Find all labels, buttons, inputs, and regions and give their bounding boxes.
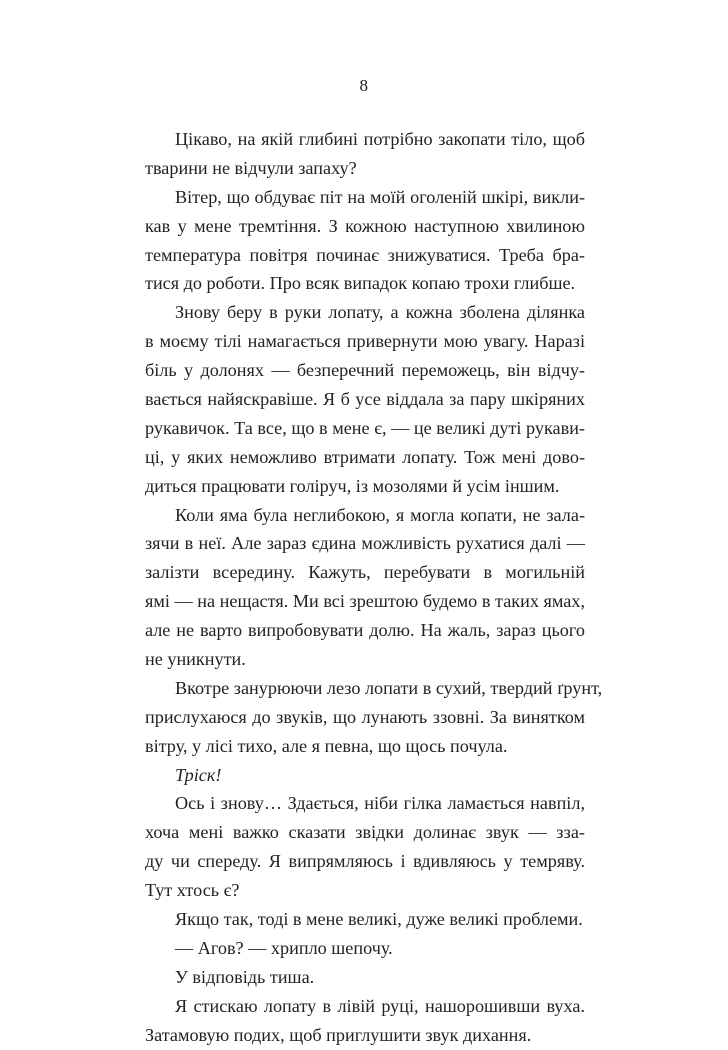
text-line: кав у мене тремтіння. З кожною наступною хвилиною [145, 215, 585, 236]
text-line: температура повітря починає знижуватися. Треба бра- [145, 244, 585, 265]
text-line: диться працювати голіруч, із мозолями й усім іншим. [145, 475, 560, 496]
text-line: залізти всередину. Кажуть, перебувати в могильній [145, 562, 585, 583]
text-line: Ось і знову… Здається, ніби гілка ламається навпіл, [175, 793, 585, 814]
text-line: тварини не відчули запаху? [145, 157, 357, 178]
text-line: ду чи спереду. Я випрямляюсь і вдивляюсь у темряву. [145, 851, 585, 872]
text-line: зячи в неї. Але зараз єдина можливість рухатися далі — [145, 533, 585, 554]
body-text [145, 125, 603, 1050]
text-line: Тут хтось є? [145, 880, 240, 901]
text-line: Коли яма була неглибокою, я могла копати, не зала- [175, 504, 585, 525]
text-line: вається найяскравіше. Я б усе віддала за пару шкіряних [145, 389, 585, 410]
text-line: в моєму тілі намагається привернути мою увагу. Наразі [145, 331, 585, 352]
text-line: — Агов? — хрипло шепочу. [175, 937, 393, 958]
text-line: Я стискаю лопату в лівій руці, нашорошивши вуха. [175, 995, 585, 1016]
text-line: У відповідь тиша. [175, 966, 315, 987]
text-line: біль у долонях — безперечний переможець, він відчу- [145, 360, 585, 381]
page-number: 8 [359, 76, 369, 95]
text-line: Вкотре занурюючи лезо лопати в сухий, твердий ґрунт, [175, 677, 603, 698]
text-line: рукавичок. Та все, що в мене є, — це великі дуті рукави- [145, 417, 585, 438]
text-line: ямі — на нещастя. Ми всі зрештою будемо в таких ямах, [145, 591, 585, 612]
text-line: Затамовую подих, щоб приглушити звук дихання. [145, 1024, 532, 1045]
text-line: Вітер, що обдуває піт на моїй оголеній шкірі, викли- [175, 186, 585, 207]
text-line: але не варто випробовувати долю. На жаль, зараз цього [145, 620, 585, 641]
text-line: Якщо так, тоді в мене великі, дуже великі проблеми. [175, 909, 583, 930]
text-line: не уникнути. [145, 649, 246, 670]
text-line: прислухаюся до звуків, що лунають ззовні. За винятком [145, 706, 585, 727]
text-line: Цікаво, на якій глибині потрібно закопати тіло, щоб [175, 129, 585, 149]
text-line: тися до роботи. Про всяк випадок копаю трохи глибше. [145, 273, 576, 294]
text-line: ці, у яких неможливо втримати лопату. Тож мені дово- [145, 446, 585, 467]
text-line: хоча мені важко сказати звідки долинає звук — зза- [145, 822, 585, 843]
text-line: вітру, у лісі тихо, але я певна, що щось почула. [145, 735, 508, 756]
text-line: Знову беру в руки лопату, а кожна зболена ділянка [175, 302, 585, 323]
text-line: Тріск! [175, 764, 222, 785]
